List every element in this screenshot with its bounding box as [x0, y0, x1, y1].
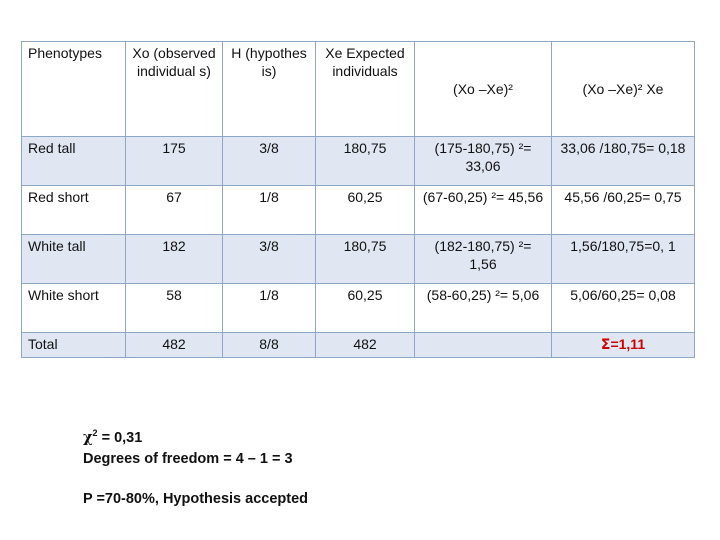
table-row: [22, 235, 695, 284]
header-phenotypes: Phenotypes: [22, 42, 126, 137]
cell-phenotype: White short: [22, 284, 126, 333]
sigma-symbol: Σ: [600, 337, 611, 353]
header-chi-term: (Xo –Xe)² Xe: [552, 42, 695, 137]
cell-squared-diff: (58-60,25) ²= 5,06: [415, 284, 552, 333]
cell-expected: 60,25: [316, 186, 415, 235]
cell-total-squared-diff: [415, 333, 552, 358]
p-value-conclusion: P =70-80%, Hypothesis accepted: [83, 491, 308, 507]
cell-chi-term: 1,56/180,75=0, 1: [552, 235, 695, 284]
sum-value: =1,11: [610, 336, 646, 352]
chi-value: = 0,31: [97, 429, 143, 446]
header-observed: Xo (observed individual s): [126, 42, 223, 137]
table-row: [22, 284, 695, 333]
header-hypothesis: H (hypothes is): [223, 42, 316, 137]
chi-superscript: 2: [92, 428, 98, 438]
cell-phenotype: White tall: [22, 235, 126, 284]
cell-phenotype: Red short: [22, 186, 126, 235]
cell-total-expected: 482: [316, 333, 415, 358]
header-expected: Xe Expected individuals: [316, 42, 415, 137]
cell-squared-diff: (175-180,75) ²= 33,06: [415, 137, 552, 186]
cell-hypothesis: 1/8: [223, 186, 316, 235]
header-squared-diff: (Xo –Xe)²: [415, 42, 552, 137]
header-row: [22, 42, 695, 137]
cell-observed: 58: [126, 284, 223, 333]
table-row: [22, 186, 695, 235]
cell-chi-term: 45,56 /60,25= 0,75: [552, 186, 695, 235]
cell-observed: 67: [126, 186, 223, 235]
cell-chi-square-sum: [552, 333, 695, 358]
chi-symbol: χ: [83, 428, 93, 446]
total-row: [22, 333, 695, 358]
cell-hypothesis: 1/8: [223, 284, 316, 333]
cell-observed: 182: [126, 235, 223, 284]
cell-expected: 180,75: [316, 137, 415, 186]
cell-expected: 180,75: [316, 235, 415, 284]
cell-squared-diff: (67-60,25) ²= 45,56: [415, 186, 552, 235]
cell-total-observed: 482: [126, 333, 223, 358]
cell-total-label: Total: [22, 333, 126, 358]
cell-total-hypothesis: 8/8: [223, 333, 316, 358]
table-row: [22, 137, 695, 186]
cell-hypothesis: 3/8: [223, 235, 316, 284]
cell-phenotype: Red tall: [22, 137, 126, 186]
cell-observed: 175: [126, 137, 223, 186]
chi-square-result: [83, 428, 142, 448]
cell-squared-diff: (182-180,75) ²= 1,56: [415, 235, 552, 284]
degrees-of-freedom: Degrees of freedom = 4 – 1 = 3: [83, 451, 293, 467]
chi-square-table: [21, 41, 695, 358]
cell-expected: 60,25: [316, 284, 415, 333]
cell-chi-term: 33,06 /180,75= 0,18: [552, 137, 695, 186]
cell-hypothesis: 3/8: [223, 137, 316, 186]
cell-chi-term: 5,06/60,25= 0,08: [552, 284, 695, 333]
